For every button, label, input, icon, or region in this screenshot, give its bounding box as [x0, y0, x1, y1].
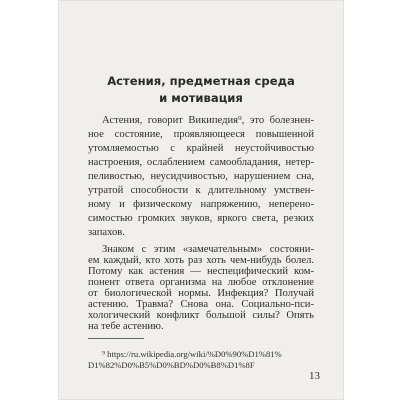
body-line: ем каждый, кто хоть раз хоть чем-нибудь болел. — [88, 255, 314, 266]
body-line: Астения, говорит Википедия⁹, это болезнен- — [102, 115, 314, 126]
book-page — [58, 0, 344, 400]
body-line: утратой способности к длительному умствен- — [88, 185, 314, 196]
body-line: симостью громких звуков, яркого света, резких — [88, 213, 314, 224]
footnote-divider — [88, 338, 144, 339]
body-line: Потому как астения — неспецифический ком- — [88, 266, 314, 277]
footnote-line: D1%82%D0%B5%D0%BD%D0%B8%D1%8F — [88, 360, 255, 370]
page-number: 13 — [309, 370, 320, 382]
section-title-line-2: и мотивация — [159, 91, 243, 105]
body-line: ное состояние, проявляющееся повышенной — [88, 129, 314, 140]
body-line: пеливостью, неусидчивостью, нарушением сна, — [88, 171, 314, 182]
body-line: понент ответа организма на любое отклонение — [88, 277, 314, 288]
body-line: от биологической нормы. Инфекция? Получай — [88, 288, 314, 299]
body-line: астению. Травма? Снова она. Социально-пси- — [88, 299, 314, 310]
footnote-line: ⁹ https://ru.wikipedia.org/wiki/%D0%90%D1%81% — [102, 349, 282, 359]
body-line: запахов. — [88, 227, 125, 238]
body-line: настроения, ослаблением самообладания, нетер- — [88, 157, 314, 168]
body-line: утомляемостью с крайней неустойчивостью — [88, 143, 314, 154]
body-line: хологический конфликт большой силы? Опять — [88, 310, 314, 321]
body-line: Знаком с этим «замечательным» состояни- — [102, 244, 314, 255]
body-line: ному и физическому напряжению, неперено- — [88, 199, 314, 210]
section-title-line-1: Астения, предметная среда — [107, 74, 295, 88]
body-line: на тебе астению. — [88, 321, 164, 332]
